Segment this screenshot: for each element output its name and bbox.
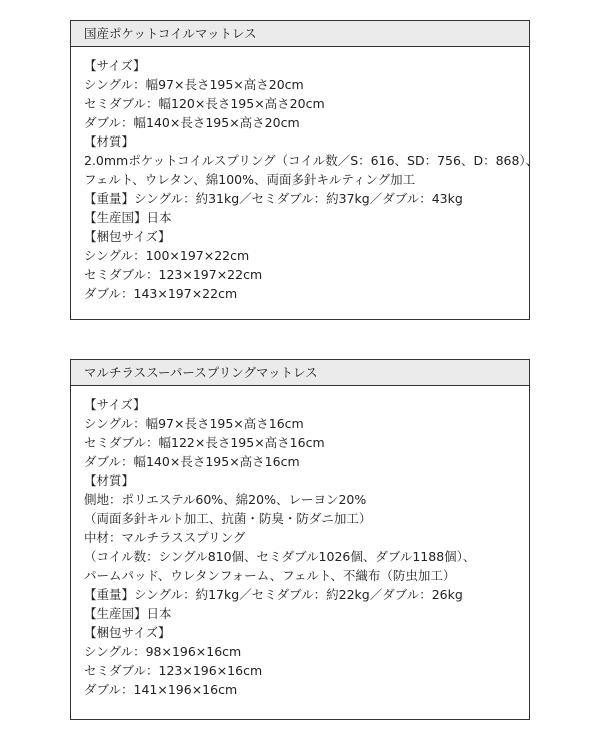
spec-line-size-single: シングル：幅97×長さ195×高さ16cm <box>84 416 304 431</box>
spec-line-material: 中材：マルチラススプリング <box>84 530 246 545</box>
spec-box-pocket-coil-mattress <box>70 20 539 320</box>
spec-line-material: （コイル数：シングル810個、セミダブル1026個、ダブル1188個）、 <box>84 549 476 564</box>
spec-line-material-heading: 【材質】 <box>84 473 135 488</box>
spec-line-size-semi-double: セミダブル：幅120×長さ195×高さ20cm <box>84 96 325 111</box>
spec-line-size-double: ダブル：幅140×長さ195×高さ20cm <box>84 115 300 130</box>
spec-line-size-heading: 【サイズ】 <box>84 397 146 412</box>
spec-line-package-semi-double: セミダブル：123×196×16cm <box>84 663 263 678</box>
spec-line-material: フェルト、ウレタン、綿100%、両面多針キルティング加工 <box>84 172 416 187</box>
spec-line-package-double: ダブル：141×196×16cm <box>84 682 238 697</box>
spec-line-material: 側地：ポリエステル60%、綿20%、レーヨン20% <box>84 492 367 507</box>
spec-line-package-semi-double: セミダブル：123×197×22cm <box>84 267 263 282</box>
spec-line-weight: 【重量】シングル：約31kg／セミダブル：約37kg／ダブル：43kg <box>84 191 463 206</box>
spec-line-package-single: シングル：98×196×16cm <box>84 644 242 659</box>
spec-line-package-single: シングル：100×197×22cm <box>84 248 250 263</box>
spec-line-package-heading: 【梱包サイズ】 <box>84 229 171 244</box>
spec-box-title: 国産ポケットコイルマットレス <box>71 21 529 47</box>
spec-box-body <box>71 47 539 303</box>
spec-box-title: マルチラススーパースプリングマットレス <box>71 360 529 386</box>
spec-line-country: 【生産国】日本 <box>84 606 172 621</box>
spec-line-package-heading: 【梱包サイズ】 <box>84 625 171 640</box>
spec-line-size-semi-double: セミダブル：幅122×長さ195×高さ16cm <box>84 435 325 450</box>
spec-line-material: パームパッド、ウレタンフォーム、フェルト、不織布（防虫加工） <box>84 568 456 583</box>
spec-line-package-double: ダブル：143×197×22cm <box>84 286 238 301</box>
spec-line-size-single: シングル：幅97×長さ195×高さ20cm <box>84 77 304 92</box>
spec-box-body <box>71 386 529 699</box>
spec-line-size-double: ダブル：幅140×長さ195×高さ16cm <box>84 454 300 469</box>
spec-line-material: （両面多針キルト加工、抗菌・防臭・防ダニ加工） <box>84 511 372 526</box>
spec-line-country: 【生産国】日本 <box>84 210 172 225</box>
spec-line-material: 2.0mmポケットコイルスプリング（コイル数／S：616、SD：756、D：868）、 <box>84 153 539 168</box>
spec-box-multi-spring-mattress <box>70 359 530 720</box>
spec-line-size-heading: 【サイズ】 <box>84 58 146 73</box>
spec-line-weight: 【重量】シングル：約17kg／セミダブル：約22kg／ダブル：26kg <box>84 587 463 602</box>
spec-line-material-heading: 【材質】 <box>84 134 135 149</box>
